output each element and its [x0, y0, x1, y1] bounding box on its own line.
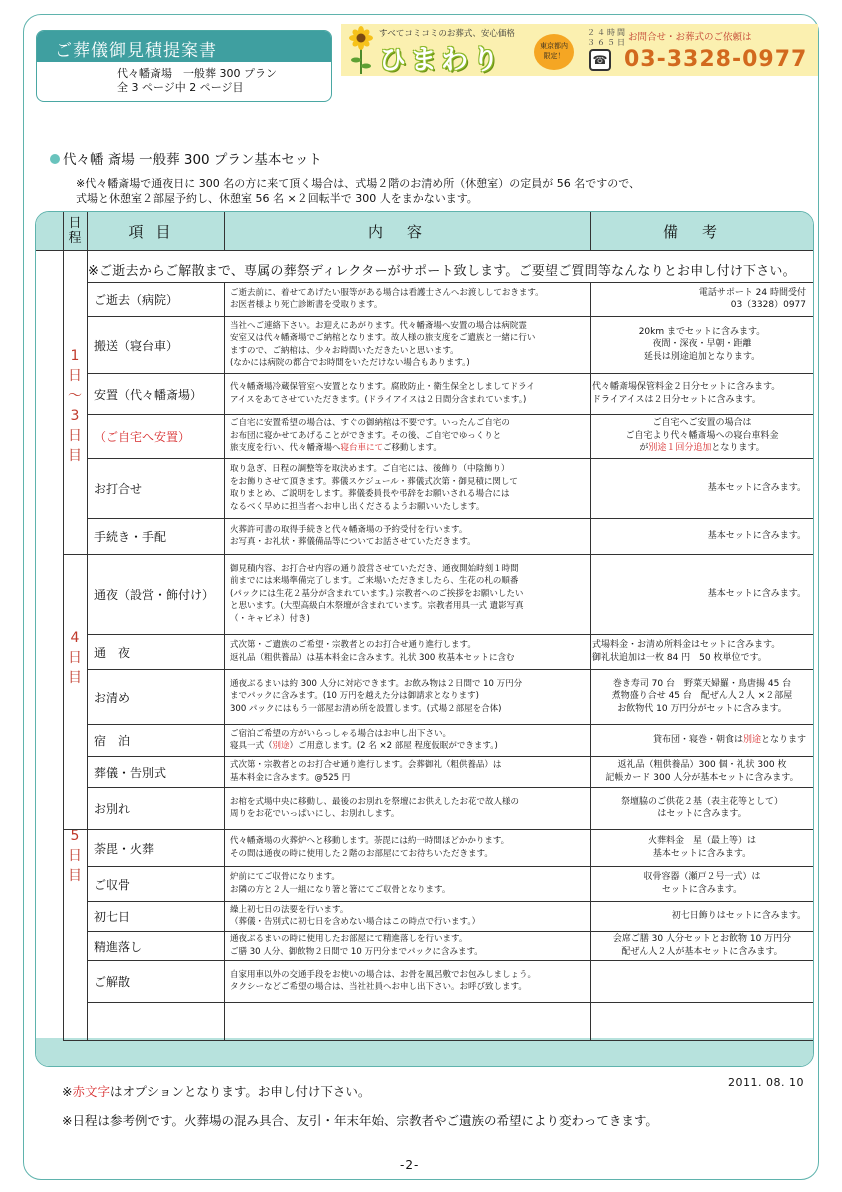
col-divider — [87, 212, 88, 1040]
remarks-line: ご自宅より代々幡斎場への寝台車料金 — [625, 430, 779, 441]
remarks-line: 収骨容器（瀬戸２号一式）は — [643, 872, 761, 882]
remarks-line: 基本セットに含みます。 — [707, 530, 806, 541]
content-line: 300 パックにはもう一部屋お清め所を設置します。(式場２部屋を合体) — [230, 703, 502, 714]
content-line: 安室又は代々幡斎場でご納棺となります。故人様の旅支度をご遺族と一緒に行い — [230, 333, 536, 343]
bullet-dot-icon — [50, 154, 60, 164]
day-char: ～ — [68, 388, 82, 404]
day-group-divider — [63, 829, 87, 830]
content-cell — [230, 320, 590, 370]
item-label: 通夜（設営・飾付け） — [94, 588, 215, 602]
row-divider — [87, 458, 814, 459]
day-group-divider — [63, 554, 87, 555]
remarks-line: 返礼品（粗供養品）300 個・礼状 300 枚 — [617, 760, 787, 770]
content-cell — [230, 728, 590, 753]
content-cell — [230, 933, 590, 958]
remarks-line: 記帳カード 300 人分が基本セットに含みます。 — [605, 772, 799, 783]
day-char: 1 — [70, 348, 80, 364]
document-date: 2011. 08. 10 — [728, 1076, 804, 1089]
remarks-cell — [592, 326, 812, 364]
content-line: 繰上初七日の法要を行います。 — [230, 904, 349, 915]
item-label: 通 夜 — [94, 645, 131, 660]
row-divider — [63, 1040, 814, 1041]
content-cell — [230, 678, 590, 716]
day-char: 3 — [70, 408, 80, 424]
remarks-cell — [592, 530, 812, 543]
content-line: アイスをあてさせていただきます。(ドライアイスは２日間分含まれています。) — [230, 394, 527, 405]
option-text: 別途 — [272, 741, 290, 751]
option-text: 別途 — [742, 734, 761, 745]
remarks-line: ご自宅へご安置の場合は — [652, 418, 752, 429]
content-line: タクシーなどご希望の場合は、当社社員へお申し出下さい。お呼び致します。 — [230, 982, 527, 992]
header-remarks: 備考 — [662, 223, 741, 241]
day-char: 日 — [68, 650, 82, 666]
item-label: 荼毘・火葬 — [94, 841, 155, 856]
day-char: 日 — [68, 848, 82, 864]
item-label: 精進落し — [94, 939, 143, 954]
content-text: 寝具一式（ — [230, 741, 273, 751]
remarks-line: 基本セットに含みます。 — [707, 482, 806, 493]
remarks-line: 基本セットに含みます。 — [707, 588, 806, 599]
page-indicator: 全 3 ページ中 2 ページ目 — [117, 81, 244, 94]
content-line: お布団に寝かせてあげることができます。その後、ご自宅でゆっくりと — [230, 430, 502, 441]
content-cell — [230, 287, 590, 312]
col-divider — [224, 212, 225, 250]
content-line: お棺を式場中央に移動し、最後のお別れを祭壇にお供えしたお花で故人様の — [230, 796, 520, 807]
content-line: 代々幡斎場の火葬炉へと移動します。荼毘には約一時間ほどかかります。 — [230, 836, 510, 846]
content-line: と思います。(大型高級白木祭壇が含まれています。宗教者用具一式 遺影写真 — [230, 601, 524, 612]
content-line: お隣の方と２人一組になり箸と箸にてご収骨となります。 — [230, 884, 451, 895]
content-line: ご逝去前に、着せてあげたい服等がある場合は看護士さんへお渡ししておきます。 — [230, 287, 544, 298]
content-line: 前までには来場準備完了します。ご来場いただきましたら、生花の札の順番 — [230, 576, 519, 587]
remarks-line: 延長は別途追加となります。 — [643, 351, 761, 362]
area-badge — [534, 34, 574, 70]
remarks-line: 基本セットに含みます。 — [652, 848, 752, 859]
days-365: ３６５日 — [587, 38, 627, 47]
remarks-cell — [592, 417, 812, 455]
content-cell — [230, 563, 590, 626]
document-title: ご葬儀御見積提案書 — [37, 31, 331, 62]
content-line: 周りをお花でいっぱいにし、お別れします。 — [230, 809, 400, 819]
item-label: 手続き・手配 — [94, 530, 167, 544]
header-day — [63, 212, 87, 250]
content-line: ご自宅に安置希望の場合は、すぐの御納棺は不要です。いったんご自宅の — [230, 418, 510, 429]
row-divider — [87, 931, 814, 932]
content-line: 炉前にてご収骨になります。 — [230, 872, 340, 882]
item-label: （ご自宅へ安置） — [94, 430, 191, 444]
section-title-text: 代々幡 斎場 一般葬 300 プラン基本セット — [63, 152, 322, 168]
content-cell — [230, 639, 590, 664]
remarks-line: 代々幡斎場保管料金２日分セットに含みます。 — [592, 382, 781, 392]
col-divider — [63, 212, 64, 1040]
row-divider — [87, 787, 814, 788]
remarks-line: 御礼状追加は一枚 84 円 50 枚単位です。 — [592, 652, 767, 663]
area-badge-line-2: 限定！ — [543, 52, 565, 60]
row-divider — [36, 250, 814, 251]
remarks-cell — [592, 835, 812, 860]
remarks-line: 配ぜん人２人が基本セットに含みます。 — [621, 946, 783, 957]
footnote-option — [62, 1082, 370, 1100]
content-cell — [230, 969, 590, 994]
item-label: 安置（代々幡斎場） — [94, 387, 203, 402]
content-line: 返礼品（粗供養品）は基本料金に含みます。礼状 300 枚基本セットに含む — [230, 652, 515, 663]
remarks-cell — [592, 639, 812, 664]
row-divider — [87, 724, 814, 725]
remarks-text: 貸布団・寝巻・朝食は — [652, 734, 743, 745]
remarks-cell — [592, 381, 812, 406]
content-line: 式次第・宗教者とのお打合せ通り進行します。会葬御礼（粗供養品）は — [230, 760, 502, 770]
remarks-line: 20km までセットに含みます。 — [638, 326, 766, 337]
item-label: お別れ — [94, 802, 131, 816]
content-line: 通夜ぶるまいの時に使用したお部屋にて精進落しを行います。 — [230, 934, 468, 944]
day-char: 4 — [70, 630, 80, 646]
content-cell — [230, 835, 590, 860]
header-item: 項目 — [128, 223, 183, 241]
section-title — [50, 148, 322, 168]
section-note — [76, 176, 640, 206]
remarks-line: 式場料金・お清め所料金はセットに含みます。 — [592, 640, 781, 650]
area-badge-line-1: 東京都内 — [540, 42, 568, 50]
footnote-red-text: 赤文字 — [72, 1084, 110, 1099]
content-cell — [230, 417, 590, 455]
remarks-cell — [592, 933, 812, 958]
remarks-line — [592, 734, 806, 747]
row-divider — [87, 554, 814, 555]
table-header — [36, 212, 813, 250]
content-cell — [230, 381, 590, 406]
content-line: 当社へご連絡下さい。お迎えにあがります。代々幡斎場へ安置の場合は病院霊 — [230, 320, 527, 331]
remarks-line: 火葬料金 星（最上等）は — [647, 836, 756, 846]
col-divider — [813, 250, 814, 1040]
item-label: 葬儀・告別式 — [94, 765, 167, 780]
contact-label: お問合せ・お葬式のご依頼は — [628, 32, 752, 43]
content-cell — [230, 796, 590, 821]
day-group-4 — [64, 628, 86, 688]
day-char: 日 — [68, 368, 82, 384]
header-day-2: 程 — [68, 231, 82, 246]
day-group-1-3 — [64, 346, 86, 466]
content-line: (なかには病院の都合でお時間をいただけない場合もあります。) — [230, 358, 470, 368]
col-divider — [590, 212, 591, 250]
content-line: お写真・お礼状・葬儀備品等についてお話させていただきます。 — [230, 537, 476, 547]
support-banner: ※ご逝去からご解散まで、専属の葬祭ディレクターがサポート致します。ご要望ご質問等なんなりとお申し付け下さい。 — [88, 264, 796, 279]
content-line: ご宿泊ご希望の方がいらっしゃる場合はお申し出下さい。 — [230, 728, 452, 739]
content-line: 基本料金に含みます。@525 円 — [230, 772, 351, 783]
company-tagline: すべてコミコミのお葬式、安心価格 — [379, 29, 515, 39]
remarks-line: 祭壇脇のご供花２基（表主花等として） — [620, 796, 783, 807]
remarks-line: 03（3328）0977 — [730, 300, 806, 310]
content-line: (パックには生花２基分が含まれています。) 宗教者へのご挨拶をお願いしたい — [230, 588, 524, 599]
content-cell — [230, 463, 590, 513]
content-line: （・キャビネ）付き) — [230, 613, 310, 624]
remarks-line: 会席ご膳 30 人分セットとお飲物 10 万円分 — [612, 934, 792, 944]
schedule-table — [35, 211, 814, 1067]
remarks-line: 煮物盛り合せ 45 台 配ぜん人２人 ×２部屋 — [611, 691, 793, 702]
content-line — [230, 442, 590, 455]
remarks-line: お飲物代 10 万円分がセットに含みます。 — [617, 703, 787, 714]
document-title-box — [36, 30, 332, 102]
remarks-cell — [592, 871, 812, 896]
content-line: その間は通夜の時に使用した２階のお部屋にてお待ちいただきます。 — [230, 848, 493, 859]
item-label: 初七日 — [94, 910, 131, 924]
col-divider — [224, 282, 225, 1040]
content-line: 御見積内容、お打合せ内容の通り設営させていただき、通夜開始時刻１時間 — [230, 563, 519, 574]
remarks-text: となります — [760, 734, 806, 745]
content-text: ご移動します。 — [383, 443, 442, 454]
content-line: 自家用車以外の交通手段をお使いの場合は、お骨を風呂敷でお包みしましょう。 — [230, 969, 537, 980]
row-divider — [87, 414, 814, 415]
content-text: 旅支度を行い、代々幡斎場へ — [230, 443, 341, 454]
content-line: 取りまとめ、ご説明をします。葬儀委員長や弔辞をお願いされる場合には — [230, 489, 510, 499]
content-line: 取り急ぎ、日程の調整等を取決めます。ご自宅には、後飾り（中陰飾り） — [230, 464, 510, 474]
row-divider — [87, 901, 814, 902]
telephone-icon: ☎ — [589, 49, 611, 71]
page-number: -2- — [400, 1158, 420, 1172]
content-line — [230, 740, 590, 753]
row-divider — [87, 866, 814, 867]
day-group-5 — [64, 826, 86, 886]
item-label: ご逝去（病院） — [94, 293, 179, 307]
content-line: 火葬許可書の取得手続きと代々幡斎場の予約受付を行います。 — [230, 524, 468, 535]
remarks-cell — [592, 734, 812, 747]
content-line: （葬儀・告別式に初七日を含めない場合はこの時点で行います。） — [230, 917, 481, 927]
item-label: ご収骨 — [94, 877, 131, 892]
row-divider — [87, 634, 814, 635]
remarks-cell — [592, 759, 812, 784]
content-line: 通夜ぶるまいは約 300 人分に対応できます。お飲み物は２日間で 10 万円分 — [230, 678, 523, 689]
sunflower-icon — [349, 26, 373, 74]
row-divider — [87, 373, 814, 374]
document-subtitle — [37, 62, 331, 95]
content-cell — [230, 871, 590, 896]
remarks-line: セットに含みます。 — [661, 884, 743, 895]
content-line: 代々幡斎場冷蔵保管室へ安置となります。腐敗防止・衛生保全としましてドライ — [230, 382, 535, 392]
col-divider — [590, 282, 591, 1040]
content-line: ますので、ご納棺は、少々お時間いただきたいと思います。 — [230, 345, 459, 356]
header-content: 内容 — [367, 223, 446, 241]
content-cell — [230, 904, 590, 929]
plan-name: 代々幡斎場 一般葬 300 プラン — [117, 67, 277, 80]
table-footer-band — [36, 1038, 813, 1066]
remarks-line — [592, 442, 812, 455]
row-divider — [87, 960, 814, 961]
remarks-line: 夜間・深夜・早朝・距離 — [652, 339, 752, 350]
content-line: までパックに含みます。(10 万円を越えた分は御請求となります) — [230, 691, 479, 702]
footnote-schedule: ※日程は参考例です。火葬場の混み具合、友引・年末年始、宗教者やご遺族の希望により変わってきます。 — [62, 1113, 658, 1128]
footnote-mark: ※ — [62, 1084, 73, 1099]
remarks-cell — [592, 678, 812, 716]
row-divider — [87, 316, 814, 317]
content-cell — [230, 524, 590, 549]
section-note-line-2: 式場と休憩室２部屋予約し、休憩室 56 名 ×２回転半で 300 人をまかないます。 — [76, 192, 478, 205]
content-line: ご膳 30 人分、御飲物２日間で 10 万円分までパックに含みます。 — [230, 946, 483, 957]
remarks-line: はセットに含みます。 — [657, 809, 747, 819]
item-label: 宿 泊 — [94, 734, 131, 748]
remarks-line: ドライアイスは２日分セットに含みます。 — [592, 394, 761, 405]
day-char: 目 — [68, 868, 82, 884]
item-label: ご解散 — [94, 975, 131, 989]
row-divider — [87, 756, 814, 757]
item-label: 搬送（寝台車） — [94, 338, 179, 353]
remarks-line: 巻き寿司 70 台 野菜天婦羅・鳥唐揚 45 台 — [612, 678, 792, 689]
company-banner — [341, 24, 818, 76]
option-text: 別途１回分追加 — [648, 443, 712, 454]
section-note-line-1: ※代々幡斎場で通夜日に 300 名の方に来て頂く場合は、式場２階のお清め所（休憩室）の定員が 56 名ですので、 — [76, 177, 640, 190]
remarks-text: となります。 — [711, 443, 765, 454]
company-logo-text: ひまわり — [379, 45, 503, 76]
phone-number[interactable]: 03-3328-0977 — [624, 47, 808, 72]
remarks-cell — [592, 588, 812, 601]
header-day-1: 日 — [68, 216, 82, 231]
remarks-cell — [592, 910, 812, 923]
remarks-cell — [592, 796, 812, 821]
row-divider — [87, 829, 814, 830]
day-char: 日 — [68, 428, 82, 444]
hours-24: ２４時間 — [587, 28, 627, 37]
day-char: 5 — [70, 828, 80, 844]
content-cell — [230, 759, 590, 784]
item-label: お清め — [94, 690, 131, 705]
remarks-text: が — [639, 443, 649, 454]
content-line: 式次第・ご遺族のご希望・宗教者とのお打合せ通り進行します。 — [230, 640, 476, 650]
row-divider — [87, 282, 814, 283]
content-line: なるべく早めに担当者へお申し出くださるようお願いいたします。 — [230, 501, 485, 512]
footnote-text: はオプションとなります。お申し付け下さい。 — [110, 1084, 371, 1099]
content-text: ）ご用意します。(2 名 ×2 部屋 程度仮眠ができます。) — [289, 741, 498, 751]
option-text: 寝台車にて — [340, 443, 384, 454]
content-line: をお飾りさせて頂きます。葬儀スケジュール・葬儀式次第・御見積に関して — [230, 476, 518, 487]
row-divider — [87, 1002, 814, 1003]
remarks-cell — [592, 482, 812, 495]
day-char: 目 — [68, 670, 82, 686]
remarks-line: 電話サポート 24 時間受付 — [698, 287, 806, 298]
remarks-cell — [592, 287, 812, 312]
content-line: お医者様より死亡診断書を受取ります。 — [230, 300, 383, 310]
item-label: お打合せ — [94, 482, 143, 496]
row-divider — [87, 669, 814, 670]
day-char: 目 — [68, 448, 82, 464]
remarks-line: 初七日飾りはセットに含みます。 — [671, 910, 806, 921]
row-divider — [87, 518, 814, 519]
